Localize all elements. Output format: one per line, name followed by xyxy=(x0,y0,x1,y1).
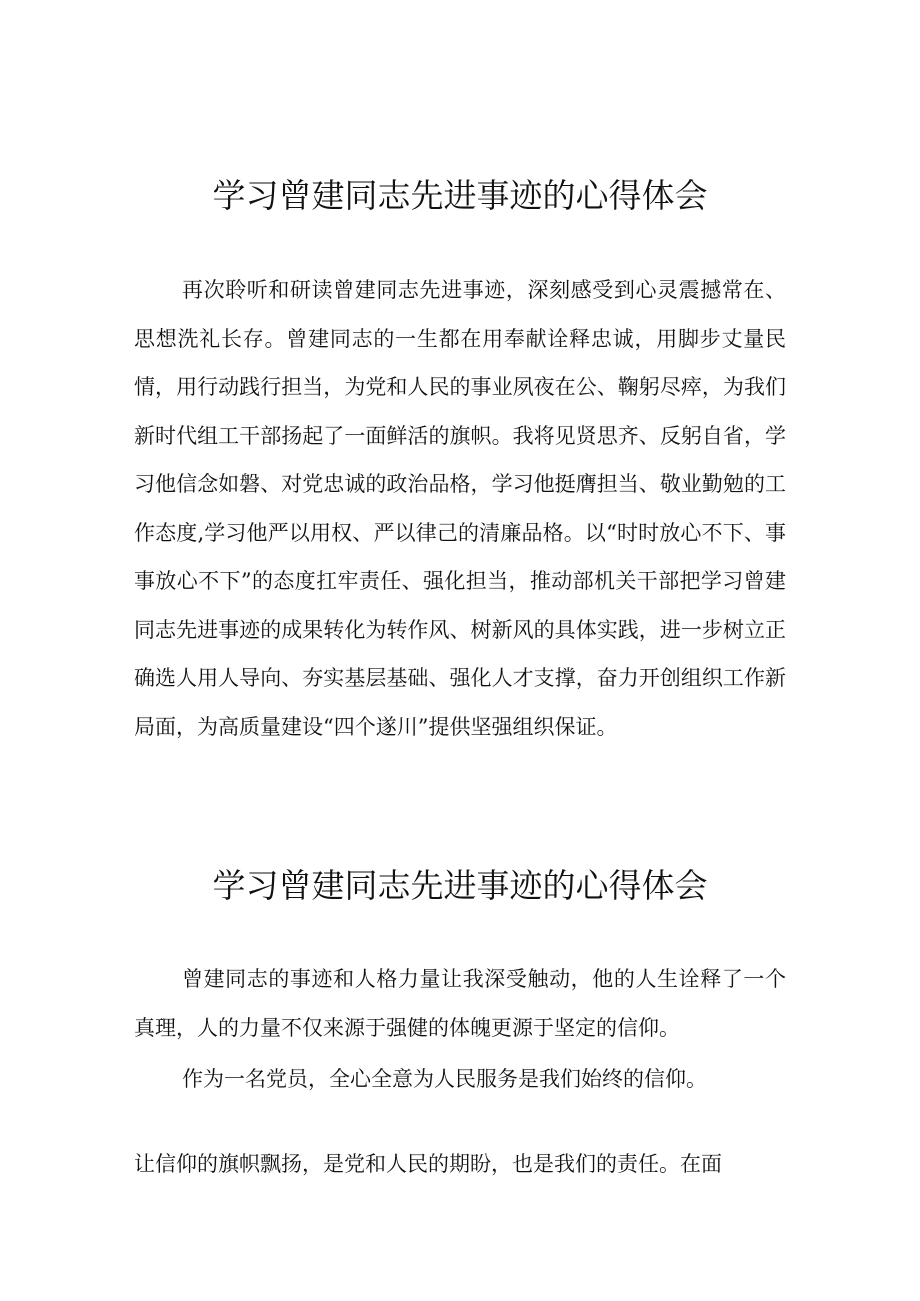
section-2-paragraph-2: 作为一名党员，全心全意为人民服务是我们始终的信仰。 xyxy=(182,1067,707,1091)
section-2-paragraph-1: 曾建同志的事迹和人格力量让我深受触动，他的人生诠释了一个真理，人的力量不仅来源于强健的体魄更源于坚定的信仰。 xyxy=(134,967,786,1040)
section-2-paragraph-3: 让信仰的旗帜飘扬，是党和人民的期盼，也是我们的责任。在面 xyxy=(134,1152,722,1176)
section-1-paragraph-1: 再次聆听和研读曾建同志先进事迹，深刻感受到心灵震撼常在、思想洗礼长存。曾建同志的一生都在用奉献诠释忠诚，用脚步丈量民情，用行动践行担当，为党和人民的事业夙夜在公、鞠躬尽瘁，为我们新时代组工干部扬起了一面鲜活的旗帜。我将见贤思齐、反躬自省，学习他信念如磐、对党忠诚的政治品格，学习他挺膺担当、敬业勤勉的工作态度,学习他严以用权、严以律己的清廉品格。以“时时放心不下、事事放心不下”的态度扛牢责任、强化担当，推动部机关干部把学习曾建同志先进事迹的成果转化为转作风、树新风的具体实践，进一步树立正确选人用人导向、夯实基层基础、强化人才支撑，奋力开创组织工作新局面，为高质量建设“四个遂川”提供坚强组织保证。 xyxy=(134,278,786,739)
section-2-title: 学习曾建同志先进事迹的心得体会 xyxy=(212,866,708,905)
section-1-title: 学习曾建同志先进事迹的心得体会 xyxy=(212,176,708,215)
